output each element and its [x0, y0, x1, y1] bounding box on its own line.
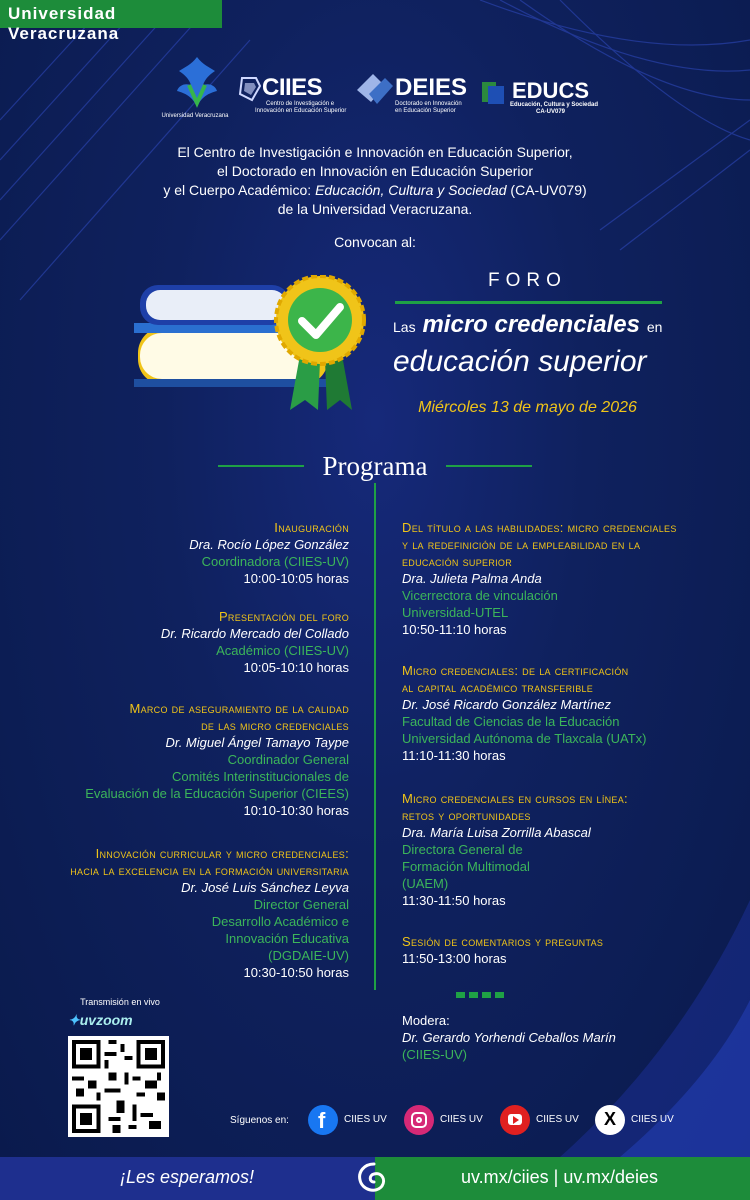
social-youtube-label: CIIES UV — [536, 1114, 579, 1125]
qr-code[interactable] — [68, 1036, 169, 1137]
session-title: Sesión de comentarios y preguntas — [402, 934, 604, 949]
intro-text — [0, 143, 750, 219]
swirl-icon — [354, 1160, 394, 1200]
session-title: y la redefinición de la empleabilidad en la — [402, 537, 641, 552]
deies-logo-sub2: en Educación Superior — [395, 108, 456, 114]
speaker-role: Universidad-UTEL — [402, 605, 509, 620]
session-title: educación superior — [402, 554, 513, 569]
program-session — [402, 933, 603, 967]
session-title: Marco de aseguramiento de la calidad — [129, 701, 349, 716]
educs-logo-name: EDUCS — [512, 78, 590, 103]
foro-date: Miércoles 13 de mayo de 2026 — [418, 399, 637, 416]
footer-left-text: ¡Les esperamos! — [120, 1167, 255, 1187]
program-session — [402, 790, 628, 909]
speaker-name: Dr. Miguel Ángel Tamayo Taype — [165, 735, 349, 750]
uv-emblem-icon — [167, 55, 227, 110]
uvzoom-logo[interactable] — [68, 1012, 169, 1030]
session-time: 11:50-13:00 horas — [402, 951, 507, 966]
speaker-role: Coordinador General — [227, 752, 349, 767]
session-time: 10:30-10:50 horas — [243, 965, 349, 980]
programa-line-right — [446, 465, 532, 467]
session-time: 11:30-11:50 horas — [402, 893, 506, 908]
intro-line-4: de la Universidad Veracruzana. — [277, 201, 473, 217]
session-title: Presentación del foro — [218, 609, 349, 624]
foro-main-title: educación superior — [393, 345, 647, 378]
programa-title: Programa — [322, 451, 428, 481]
foro-micro: micro credenciales — [422, 311, 640, 338]
educs-logo-sub2: CA-UV079 — [536, 109, 566, 115]
foro-subtitle — [393, 311, 662, 339]
program-session — [85, 700, 349, 819]
uvzoom-icon: ✦ — [68, 1012, 80, 1028]
x-icon: X — [595, 1105, 625, 1135]
speaker-role: Vicerrectora de vinculación — [402, 588, 558, 603]
speaker-role: Formación Multimodal — [402, 859, 530, 874]
footer-left — [0, 1157, 375, 1200]
facebook-icon: f — [308, 1105, 338, 1135]
speaker-name: Dra. Rocío López González — [189, 537, 349, 552]
session-time: 10:05-10:10 horas — [243, 660, 349, 675]
uv-logo — [160, 55, 230, 120]
session-title: al capital académico transferible — [402, 680, 594, 695]
deies-mark-icon — [355, 72, 395, 108]
foro-divider — [395, 301, 662, 304]
uv-logo-text: Universidad Veracruzana — [161, 113, 229, 119]
session-title: hacia la excelencia en la formación universitaria — [70, 863, 349, 878]
moderator-name: Dr. Gerardo Yorhendi Ceballos Marín — [402, 1030, 616, 1045]
session-time: 10:10-10:30 horas — [243, 803, 349, 818]
social-label: Síguenos en: — [230, 1115, 289, 1126]
instagram-icon — [404, 1105, 434, 1135]
stream-label: Transmisión en vivo — [80, 997, 160, 1007]
program-divider — [374, 483, 376, 990]
convocan-text: Convocan al: — [334, 234, 416, 250]
deies-logo-name: DEIES — [395, 74, 468, 101]
ciies-logo-sub1: Centro de Investigación e — [266, 101, 335, 107]
speaker-role: Académico (CIIES-UV) — [216, 643, 349, 658]
session-time: 10:50-11:10 horas — [402, 622, 507, 637]
book-badge-illustration — [130, 275, 375, 415]
youtube-icon — [500, 1105, 530, 1135]
uvzoom-text: uvzoom — [79, 1012, 133, 1028]
speaker-role: Innovación Educativa — [225, 931, 349, 946]
moderator-block — [402, 1012, 616, 1063]
separator-dots — [456, 985, 508, 1003]
moderator-org: (CIIES-UV) — [402, 1047, 467, 1062]
session-title: de las micro credenciales — [201, 718, 349, 733]
speaker-role: Facultad de Ciencias de la Educación — [402, 714, 620, 729]
intro-line-3 — [0, 181, 750, 200]
ciies-logo-name: CIIES — [262, 74, 323, 101]
ciies-logo-sub2: Innovación en Educación Superior — [255, 108, 347, 114]
foro-label: FORO — [488, 270, 567, 291]
deies-logo-sub1: Doctorado en Innovación — [395, 101, 462, 107]
intro-line-3a: y el Cuerpo Académico: — [163, 182, 316, 198]
social-facebook-label: CIIES UV — [344, 1114, 387, 1125]
intro-line-1: El Centro de Investigación e Innovación en Educación Superior, — [177, 144, 573, 160]
program-session — [402, 519, 677, 638]
social-x-label: CIIES UV — [631, 1114, 674, 1125]
speaker-role: Desarrollo Académico e — [211, 914, 349, 929]
session-title: retos y oportunidades — [402, 808, 531, 823]
intro-line-3b: Educación, Cultura y Sociedad — [315, 182, 507, 198]
speaker-name: Dra. Julieta Palma Anda — [402, 571, 542, 586]
session-title: Inauguración — [274, 520, 349, 535]
intro-line-2: el Doctorado en Innovación en Educación Superior — [217, 163, 533, 179]
program-session — [402, 662, 646, 764]
speaker-role: Coordinadora (CIIES-UV) — [201, 554, 349, 569]
foro-en: en — [646, 319, 663, 335]
speaker-name: Dr. Ricardo Mercado del Collado — [160, 626, 349, 641]
university-tab-label: Universidad Veracruzana — [8, 4, 120, 43]
social-instagram-label: CIIES UV — [440, 1114, 483, 1125]
educs-logo-sub1: Educación, Cultura y Sociedad — [510, 102, 599, 108]
session-time: 11:10-11:30 horas — [402, 748, 506, 763]
foro-las: Las — [393, 319, 416, 335]
speaker-role: (DGDAIE-UV) — [268, 948, 349, 963]
speaker-role: Comités Interinstitucionales de — [171, 769, 349, 784]
speaker-name: Dra. María Luisa Zorrilla Abascal — [402, 825, 591, 840]
speaker-role: Evaluación de la Educación Superior (CIEES) — [85, 786, 349, 801]
speaker-name: Dr. José Ricardo González Martínez — [402, 697, 612, 712]
speaker-role: (UAEM) — [402, 876, 449, 891]
speaker-name: Dr. José Luis Sánchez Leyva — [181, 880, 349, 895]
speaker-role: Director General — [253, 897, 349, 912]
session-title: Innovación curricular y micro credenciales: — [95, 846, 349, 861]
moderator-label: Modera: — [402, 1013, 450, 1028]
session-title: Del título a las habilidades: micro credenciales — [402, 520, 677, 535]
intro-line-3c: (CA-UV079) — [506, 182, 587, 198]
speaker-role: Universidad Autónoma de Tlaxcala (UATx) — [402, 731, 647, 746]
speaker-role: Directora General de — [402, 842, 523, 857]
ciies-mark-icon — [238, 74, 262, 102]
session-title: Micro credenciales: de la certificación — [402, 663, 629, 678]
footer-right[interactable] — [375, 1157, 750, 1200]
program-session — [161, 608, 349, 676]
session-title: Micro credenciales en cursos en línea: — [402, 791, 628, 806]
program-session — [70, 845, 349, 981]
program-session — [189, 519, 349, 587]
university-tab — [0, 0, 222, 43]
educs-mark-icon — [480, 80, 508, 106]
session-time: 10:00-10:05 horas — [243, 571, 349, 586]
footer-right-links[interactable]: uv.mx/ciies | uv.mx/deies — [461, 1167, 659, 1187]
